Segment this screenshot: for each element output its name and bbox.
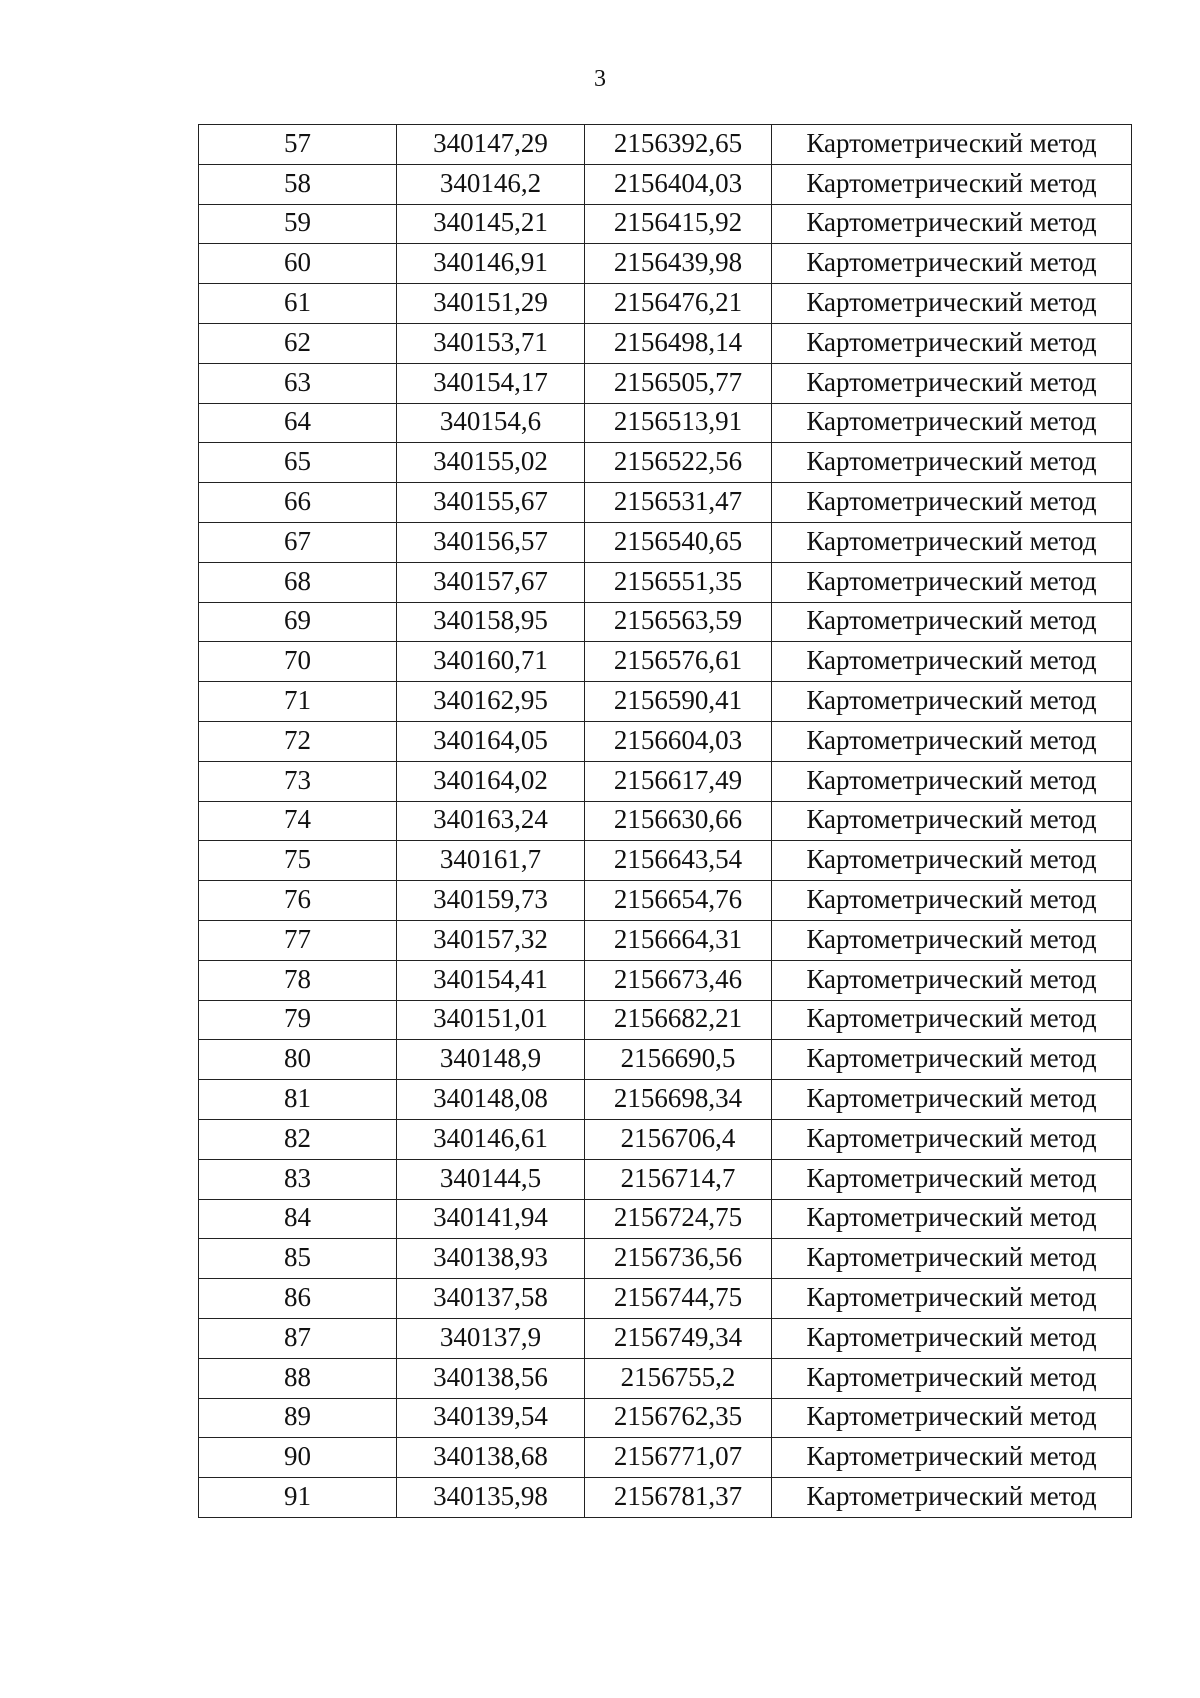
point-number-cell: 63 xyxy=(199,363,397,403)
y-coordinate-cell: 2156590,41 xyxy=(585,682,772,722)
table-row xyxy=(199,363,1132,403)
method-cell: Картометрический метод xyxy=(772,323,1132,363)
table-row xyxy=(199,1318,1132,1358)
x-coordinate-cell: 340137,58 xyxy=(397,1279,585,1319)
y-coordinate-cell: 2156513,91 xyxy=(585,403,772,443)
y-coordinate-cell: 2156540,65 xyxy=(585,522,772,562)
x-coordinate-cell: 340141,94 xyxy=(397,1199,585,1239)
point-number-cell: 82 xyxy=(199,1119,397,1159)
y-coordinate-cell: 2156664,31 xyxy=(585,920,772,960)
y-coordinate-cell: 2156673,46 xyxy=(585,960,772,1000)
table-row xyxy=(199,1279,1132,1319)
point-number-cell: 77 xyxy=(199,920,397,960)
method-cell: Картометрический метод xyxy=(772,1080,1132,1120)
point-number-cell: 62 xyxy=(199,323,397,363)
x-coordinate-cell: 340154,6 xyxy=(397,403,585,443)
x-coordinate-cell: 340148,08 xyxy=(397,1080,585,1120)
method-cell: Картометрический метод xyxy=(772,164,1132,204)
point-number-cell: 65 xyxy=(199,443,397,483)
table-row xyxy=(199,642,1132,682)
y-coordinate-cell: 2156755,2 xyxy=(585,1358,772,1398)
table-row xyxy=(199,1159,1132,1199)
x-coordinate-cell: 340159,73 xyxy=(397,881,585,921)
x-coordinate-cell: 340138,68 xyxy=(397,1438,585,1478)
table-row xyxy=(199,443,1132,483)
point-number-cell: 68 xyxy=(199,562,397,602)
method-cell: Картометрический метод xyxy=(772,721,1132,761)
y-coordinate-cell: 2156771,07 xyxy=(585,1438,772,1478)
method-cell: Картометрический метод xyxy=(772,1438,1132,1478)
y-coordinate-cell: 2156505,77 xyxy=(585,363,772,403)
table-row xyxy=(199,1398,1132,1438)
method-cell: Картометрический метод xyxy=(772,841,1132,881)
x-coordinate-cell: 340160,71 xyxy=(397,642,585,682)
method-cell: Картометрический метод xyxy=(772,1000,1132,1040)
point-number-cell: 57 xyxy=(199,125,397,165)
table-body xyxy=(199,125,1132,1518)
table-row xyxy=(199,1199,1132,1239)
x-coordinate-cell: 340161,7 xyxy=(397,841,585,881)
x-coordinate-cell: 340146,2 xyxy=(397,164,585,204)
method-cell: Картометрический метод xyxy=(772,244,1132,284)
table-row xyxy=(199,1438,1132,1478)
table-row xyxy=(199,1358,1132,1398)
point-number-cell: 61 xyxy=(199,284,397,324)
table-row xyxy=(199,721,1132,761)
point-number-cell: 75 xyxy=(199,841,397,881)
table-row xyxy=(199,761,1132,801)
point-number-cell: 74 xyxy=(199,801,397,841)
y-coordinate-cell: 2156617,49 xyxy=(585,761,772,801)
method-cell: Картометрический метод xyxy=(772,204,1132,244)
table-row xyxy=(199,244,1132,284)
method-cell: Картометрический метод xyxy=(772,642,1132,682)
method-cell: Картометрический метод xyxy=(772,483,1132,523)
table-row xyxy=(199,881,1132,921)
x-coordinate-cell: 340154,17 xyxy=(397,363,585,403)
table-row xyxy=(199,204,1132,244)
y-coordinate-cell: 2156604,03 xyxy=(585,721,772,761)
y-coordinate-cell: 2156654,76 xyxy=(585,881,772,921)
x-coordinate-cell: 340157,67 xyxy=(397,562,585,602)
table-row xyxy=(199,682,1132,722)
y-coordinate-cell: 2156643,54 xyxy=(585,841,772,881)
point-number-cell: 79 xyxy=(199,1000,397,1040)
point-number-cell: 69 xyxy=(199,602,397,642)
point-number-cell: 70 xyxy=(199,642,397,682)
table-row xyxy=(199,483,1132,523)
page-number: 3 xyxy=(594,66,606,92)
y-coordinate-cell: 2156698,34 xyxy=(585,1080,772,1120)
y-coordinate-cell: 2156439,98 xyxy=(585,244,772,284)
x-coordinate-cell: 340153,71 xyxy=(397,323,585,363)
table-row xyxy=(199,1040,1132,1080)
y-coordinate-cell: 2156744,75 xyxy=(585,1279,772,1319)
method-cell: Картометрический метод xyxy=(772,920,1132,960)
point-number-cell: 84 xyxy=(199,1199,397,1239)
point-number-cell: 83 xyxy=(199,1159,397,1199)
x-coordinate-cell: 340138,56 xyxy=(397,1358,585,1398)
method-cell: Картометрический метод xyxy=(772,602,1132,642)
point-number-cell: 72 xyxy=(199,721,397,761)
method-cell: Картометрический метод xyxy=(772,522,1132,562)
table-row xyxy=(199,920,1132,960)
method-cell: Картометрический метод xyxy=(772,881,1132,921)
y-coordinate-cell: 2156392,65 xyxy=(585,125,772,165)
table-row xyxy=(199,801,1132,841)
method-cell: Картометрический метод xyxy=(772,682,1132,722)
point-number-cell: 64 xyxy=(199,403,397,443)
method-cell: Картометрический метод xyxy=(772,1040,1132,1080)
point-number-cell: 59 xyxy=(199,204,397,244)
x-coordinate-cell: 340155,67 xyxy=(397,483,585,523)
table-row xyxy=(199,522,1132,562)
x-coordinate-cell: 340135,98 xyxy=(397,1478,585,1518)
table-row xyxy=(199,1119,1132,1159)
coordinates-table xyxy=(198,124,1132,1518)
y-coordinate-cell: 2156762,35 xyxy=(585,1398,772,1438)
x-coordinate-cell: 340151,29 xyxy=(397,284,585,324)
y-coordinate-cell: 2156690,5 xyxy=(585,1040,772,1080)
method-cell: Картометрический метод xyxy=(772,443,1132,483)
method-cell: Картометрический метод xyxy=(772,1478,1132,1518)
x-coordinate-cell: 340144,5 xyxy=(397,1159,585,1199)
x-coordinate-cell: 340164,02 xyxy=(397,761,585,801)
x-coordinate-cell: 340146,61 xyxy=(397,1119,585,1159)
method-cell: Картометрический метод xyxy=(772,1119,1132,1159)
point-number-cell: 90 xyxy=(199,1438,397,1478)
table-row xyxy=(199,960,1132,1000)
point-number-cell: 73 xyxy=(199,761,397,801)
x-coordinate-cell: 340158,95 xyxy=(397,602,585,642)
x-coordinate-cell: 340155,02 xyxy=(397,443,585,483)
table-row xyxy=(199,602,1132,642)
table-row xyxy=(199,1000,1132,1040)
point-number-cell: 91 xyxy=(199,1478,397,1518)
y-coordinate-cell: 2156531,47 xyxy=(585,483,772,523)
x-coordinate-cell: 340148,9 xyxy=(397,1040,585,1080)
point-number-cell: 76 xyxy=(199,881,397,921)
method-cell: Картометрический метод xyxy=(772,761,1132,801)
y-coordinate-cell: 2156749,34 xyxy=(585,1318,772,1358)
x-coordinate-cell: 340154,41 xyxy=(397,960,585,1000)
y-coordinate-cell: 2156563,59 xyxy=(585,602,772,642)
y-coordinate-cell: 2156724,75 xyxy=(585,1199,772,1239)
table-row xyxy=(199,164,1132,204)
method-cell: Картометрический метод xyxy=(772,1318,1132,1358)
point-number-cell: 86 xyxy=(199,1279,397,1319)
table-row xyxy=(199,403,1132,443)
y-coordinate-cell: 2156576,61 xyxy=(585,642,772,682)
y-coordinate-cell: 2156736,56 xyxy=(585,1239,772,1279)
y-coordinate-cell: 2156498,14 xyxy=(585,323,772,363)
point-number-cell: 60 xyxy=(199,244,397,284)
y-coordinate-cell: 2156682,21 xyxy=(585,1000,772,1040)
method-cell: Картометрический метод xyxy=(772,1239,1132,1279)
point-number-cell: 81 xyxy=(199,1080,397,1120)
point-number-cell: 80 xyxy=(199,1040,397,1080)
x-coordinate-cell: 340146,91 xyxy=(397,244,585,284)
x-coordinate-cell: 340139,54 xyxy=(397,1398,585,1438)
point-number-cell: 87 xyxy=(199,1318,397,1358)
y-coordinate-cell: 2156630,66 xyxy=(585,801,772,841)
y-coordinate-cell: 2156476,21 xyxy=(585,284,772,324)
method-cell: Картометрический метод xyxy=(772,801,1132,841)
x-coordinate-cell: 340157,32 xyxy=(397,920,585,960)
y-coordinate-cell: 2156404,03 xyxy=(585,164,772,204)
y-coordinate-cell: 2156714,7 xyxy=(585,1159,772,1199)
method-cell: Картометрический метод xyxy=(772,1358,1132,1398)
point-number-cell: 71 xyxy=(199,682,397,722)
point-number-cell: 78 xyxy=(199,960,397,1000)
point-number-cell: 85 xyxy=(199,1239,397,1279)
x-coordinate-cell: 340151,01 xyxy=(397,1000,585,1040)
x-coordinate-cell: 340156,57 xyxy=(397,522,585,562)
method-cell: Картометрический метод xyxy=(772,562,1132,602)
y-coordinate-cell: 2156706,4 xyxy=(585,1119,772,1159)
table-row xyxy=(199,323,1132,363)
table-row xyxy=(199,1239,1132,1279)
method-cell: Картометрический метод xyxy=(772,284,1132,324)
y-coordinate-cell: 2156415,92 xyxy=(585,204,772,244)
x-coordinate-cell: 340145,21 xyxy=(397,204,585,244)
method-cell: Картометрический метод xyxy=(772,1199,1132,1239)
method-cell: Картометрический метод xyxy=(772,960,1132,1000)
y-coordinate-cell: 2156551,35 xyxy=(585,562,772,602)
x-coordinate-cell: 340164,05 xyxy=(397,721,585,761)
table-row xyxy=(199,1478,1132,1518)
method-cell: Картометрический метод xyxy=(772,363,1132,403)
point-number-cell: 67 xyxy=(199,522,397,562)
table-row xyxy=(199,125,1132,165)
x-coordinate-cell: 340162,95 xyxy=(397,682,585,722)
x-coordinate-cell: 340137,9 xyxy=(397,1318,585,1358)
x-coordinate-cell: 340163,24 xyxy=(397,801,585,841)
point-number-cell: 66 xyxy=(199,483,397,523)
point-number-cell: 88 xyxy=(199,1358,397,1398)
table-row xyxy=(199,841,1132,881)
method-cell: Картометрический метод xyxy=(772,1398,1132,1438)
table-row xyxy=(199,284,1132,324)
y-coordinate-cell: 2156781,37 xyxy=(585,1478,772,1518)
point-number-cell: 89 xyxy=(199,1398,397,1438)
x-coordinate-cell: 340138,93 xyxy=(397,1239,585,1279)
table-row xyxy=(199,1080,1132,1120)
x-coordinate-cell: 340147,29 xyxy=(397,125,585,165)
point-number-cell: 58 xyxy=(199,164,397,204)
method-cell: Картометрический метод xyxy=(772,125,1132,165)
method-cell: Картометрический метод xyxy=(772,403,1132,443)
method-cell: Картометрический метод xyxy=(772,1159,1132,1199)
table-row xyxy=(199,562,1132,602)
y-coordinate-cell: 2156522,56 xyxy=(585,443,772,483)
method-cell: Картометрический метод xyxy=(772,1279,1132,1319)
